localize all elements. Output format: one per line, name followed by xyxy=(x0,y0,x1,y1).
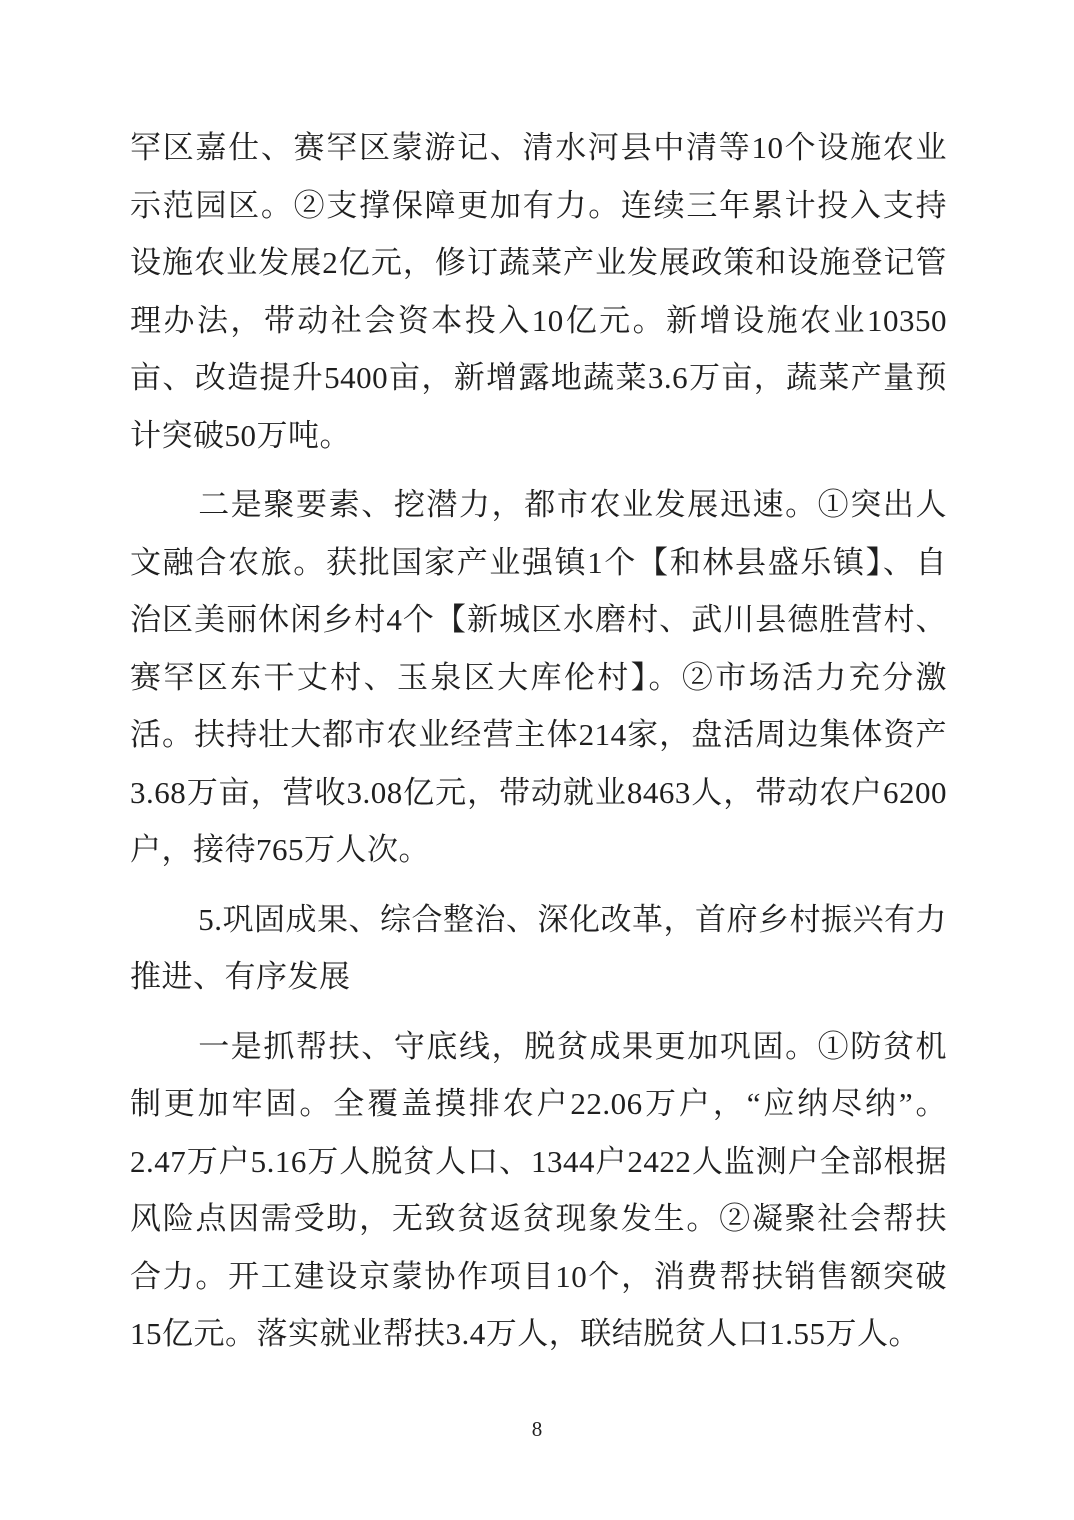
page-number: 8 xyxy=(531,1417,543,1441)
document-body xyxy=(130,119,947,1363)
paragraph: 一是抓帮扶、守底线，脱贫成果更加巩固。①防贫机制更加牢固。全覆盖摸排农户22.06万户，“应纳尽纳”。2.47万户5.16万人脱贫人口、1344户2422人监测户全部根据风险点因需受助，无致贫返贫现象发生。②凝聚社会帮扶合力。开工建设京蒙协作项目10个，消费帮扶销售额突破15亿元。落实就业帮扶3.4万人，联结脱贫人口1.55万人。 xyxy=(130,1028,947,1351)
paragraph: 罕区嘉仕、赛罕区蒙游记、清水河县中清等10个设施农业示范园区。②支撑保障更加有力。连续三年累计投入支持设施农业发展2亿元，修订蔬菜产业发展政策和设施登记管理办法，带动社会资本投入10亿元。新增设施农业10350亩、改造提升5400亩，新增露地蔬菜3.6万亩，蔬菜产量预计突破50万吨。 xyxy=(130,130,947,453)
paragraph: 二是聚要素、挖潜力，都市农业发展迅速。①突出人文融合农旅。获批国家产业强镇1个【和林县盛乐镇】、自治区美丽休闲乡村4个【新城区水磨村、武川县德胜营村、赛罕区东干丈村、玉泉区大库伦村】。②市场活力充分激活。扶持壮大都市农业经营主体214家，盘活周边集体资产3.68万亩，营收3.08亿元，带动就业8463人，带动农户6200户，接待765万人次。 xyxy=(130,487,947,867)
section-heading: 5.巩固成果、综合整治、深化改革，首府乡村振兴有力推进、有序发展 xyxy=(130,901,947,994)
